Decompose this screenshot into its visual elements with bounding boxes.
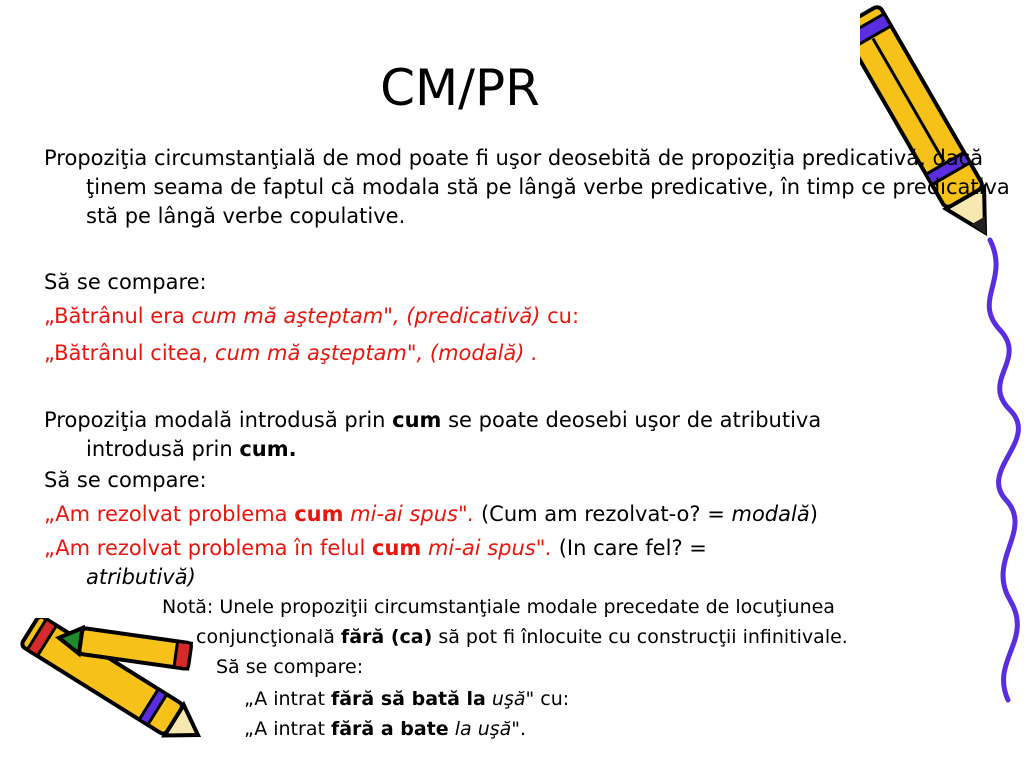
- example4-start: „Am rezolvat problema în felul: [44, 536, 372, 560]
- paragraph-mode-vs-predicative: Propoziţia circumstanţială de mod poate fi uşor deosebită de propoziţia predicativă, dacă ţinem seama de faptul că modala stă pe lângă verbe predicative, în timp ce predicativa stă pe lângă verbe copulative.: [44, 146, 1010, 228]
- example3-start: „Am rezolvat problema: [44, 502, 295, 526]
- paragraph2-line2-start: introdusă prin: [86, 437, 240, 461]
- example-predicative: [44, 302, 579, 331]
- note-example2-end: ".: [511, 718, 527, 740]
- note-example2-bold: fără a bate: [330, 718, 449, 740]
- compare-label-2: Să se compare:: [44, 468, 207, 492]
- example4-answer: atributivă): [86, 565, 196, 589]
- pencils-clipart-icon: [0, 618, 210, 768]
- note-example1-end: " cu:: [525, 688, 570, 710]
- example-modal: [44, 339, 538, 368]
- paragraph2-line1-start: Propoziţia modală introdusă prin: [44, 408, 393, 432]
- compare-label-1: Să se compare:: [44, 270, 207, 294]
- note-example-1: [244, 686, 569, 713]
- note-line2-start: conjuncţională: [196, 626, 341, 648]
- note-example2-start: „A intrat: [244, 718, 331, 740]
- example-predicative-end: cu:: [540, 304, 580, 328]
- paragraph2-cum-bold: cum: [392, 408, 442, 432]
- note-example1-bold: fără să bată la: [330, 688, 486, 710]
- note-example1-start: „A intrat: [244, 688, 331, 710]
- example-predicative-italic: cum mă aşteptam", (predicativă): [191, 304, 541, 328]
- example3-answer: modală: [731, 502, 810, 526]
- paragraph-modal-vs-attributive: [44, 406, 821, 464]
- note-compare-label: Să se compare:: [216, 656, 364, 678]
- note-example-2: [244, 716, 526, 743]
- paragraph2-cum-bold-2: cum.: [239, 437, 297, 461]
- example-modal-start: „Bătrânul citea,: [44, 341, 216, 365]
- note-line-2: [196, 624, 848, 651]
- note-fara-ca-bold: fără (ca): [340, 626, 433, 648]
- example3-close: ): [809, 502, 818, 526]
- example4-italic: mi-ai spus".: [421, 536, 553, 560]
- example3-italic: mi-ai spus".: [343, 502, 475, 526]
- example-modal-cum: [44, 500, 818, 529]
- note-example1-italic: uşă: [485, 688, 526, 710]
- example3-cum: cum: [294, 502, 344, 526]
- example-modal-italic: cum mă aşteptam", (modală) .: [215, 341, 538, 365]
- note-example2-italic: la uşă: [448, 718, 512, 740]
- note-line2-end: să pot fi înlocuite cu construcţii infinitivale.: [432, 626, 848, 648]
- slide-title: CM/PR: [380, 59, 540, 117]
- note-line-1: Notă: Unele propoziţii circumstanţiale modale precedate de locuţiunea: [162, 596, 835, 618]
- example4-cum: cum: [372, 536, 422, 560]
- example3-question: (Cum am rezolvat-o? =: [474, 502, 732, 526]
- example4-question: (In care fel? =: [552, 536, 707, 560]
- paragraph2-line1-end: se poate deosebi uşor de atributiva: [441, 408, 822, 432]
- example-predicative-start: „Bătrânul era: [44, 304, 192, 328]
- example-attributive-cum: [44, 534, 707, 592]
